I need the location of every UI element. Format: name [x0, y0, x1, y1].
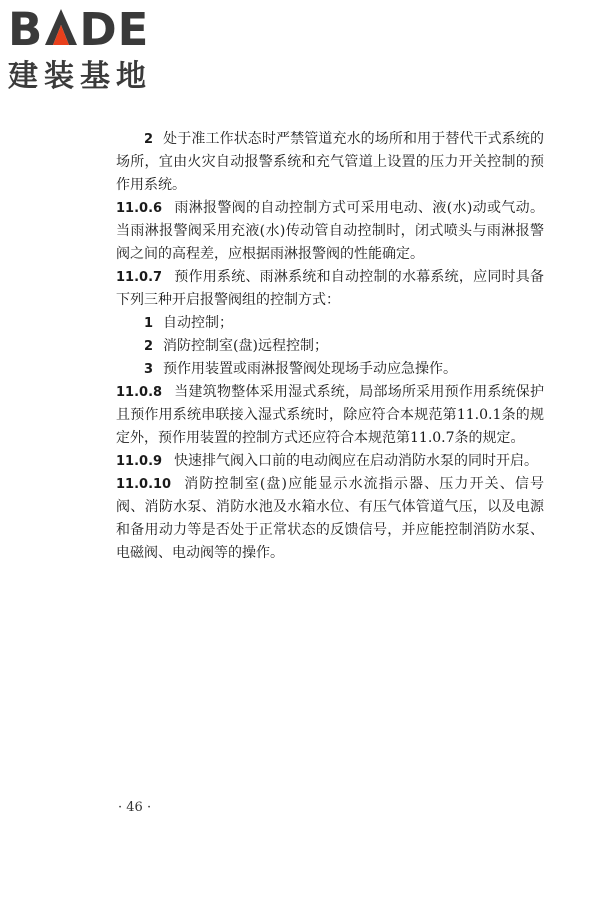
clause-paragraph [116, 128, 544, 197]
item-number: 2 [144, 132, 154, 147]
item-number: 1 [144, 316, 154, 331]
logo-letter-b: B [8, 3, 44, 56]
list-item [116, 335, 544, 358]
clause-paragraph [116, 473, 544, 565]
clause-paragraph [116, 381, 544, 450]
clause-paragraph [116, 450, 544, 473]
list-item [116, 358, 544, 381]
item-number: 3 [144, 362, 154, 377]
paragraph-text: 快速排气阀入口前的电动阀应在启动消防水泵的同时开启。 [174, 453, 539, 469]
page-number: · 46 · [118, 800, 152, 815]
list-item [116, 312, 544, 335]
clause-number: 11.0.6 [116, 201, 163, 216]
logo-chinese-text: 建装基地 [8, 59, 152, 94]
paragraph-text: 消防控制室(盘)应能显示水流指示器、压力开关、信号阀、消防水泵、消防水池及水箱水位、有压气体管道气压，以及电源和备用动力等是否处于正常状态的反馈信号，并应能控制消防水泵、电磁阀、电动阀等的操作。 [116, 476, 544, 561]
clause-number: 11.0.7 [116, 270, 163, 285]
bade-logo [8, 3, 178, 94]
item-number: 2 [144, 339, 154, 354]
logo-wordmark [8, 3, 178, 56]
paragraph-text: 处于准工作状态时严禁管道充水的场所和用于替代干式系统的场所，宜由火灾自动报警系统和充气管道上设置的压力开关控制的预作用系统。 [116, 131, 544, 193]
item-text: 预作用装置或雨淋报警阀处现场手动应急操作。 [163, 361, 458, 377]
clause-number: 11.0.9 [116, 454, 163, 469]
clause-number: 11.0.8 [116, 385, 163, 400]
logo-a-mark-icon [43, 7, 79, 47]
clause-number: 11.0.10 [116, 477, 172, 492]
clause-paragraph [116, 266, 544, 312]
document-body [116, 128, 544, 565]
clause-paragraph [116, 197, 544, 266]
item-text: 消防控制室(盘)远程控制； [163, 338, 328, 354]
paragraph-text: 雨淋报警阀的自动控制方式可采用电动、液(水)动或气动。当雨淋报警阀采用充液(水)传动管自动控制时，闭式喷头与雨淋报警阀之间的高程差，应根据雨淋报警阀的性能确定。 [116, 200, 544, 262]
item-text: 自动控制； [163, 315, 234, 331]
paragraph-text: 预作用系统、雨淋系统和自动控制的水幕系统，应同时具备下列三种开启报警阀组的控制方式： [116, 269, 544, 308]
paragraph-text: 当建筑物整体采用湿式系统，局部场所采用预作用系统保护且预作用系统串联接入湿式系统时，除应符合本规范第11.0.1条的规定外，预作用装置的控制方式还应符合本规范第11.0.7条的规定。 [116, 384, 544, 446]
logo-letters-de: DE [79, 3, 150, 56]
